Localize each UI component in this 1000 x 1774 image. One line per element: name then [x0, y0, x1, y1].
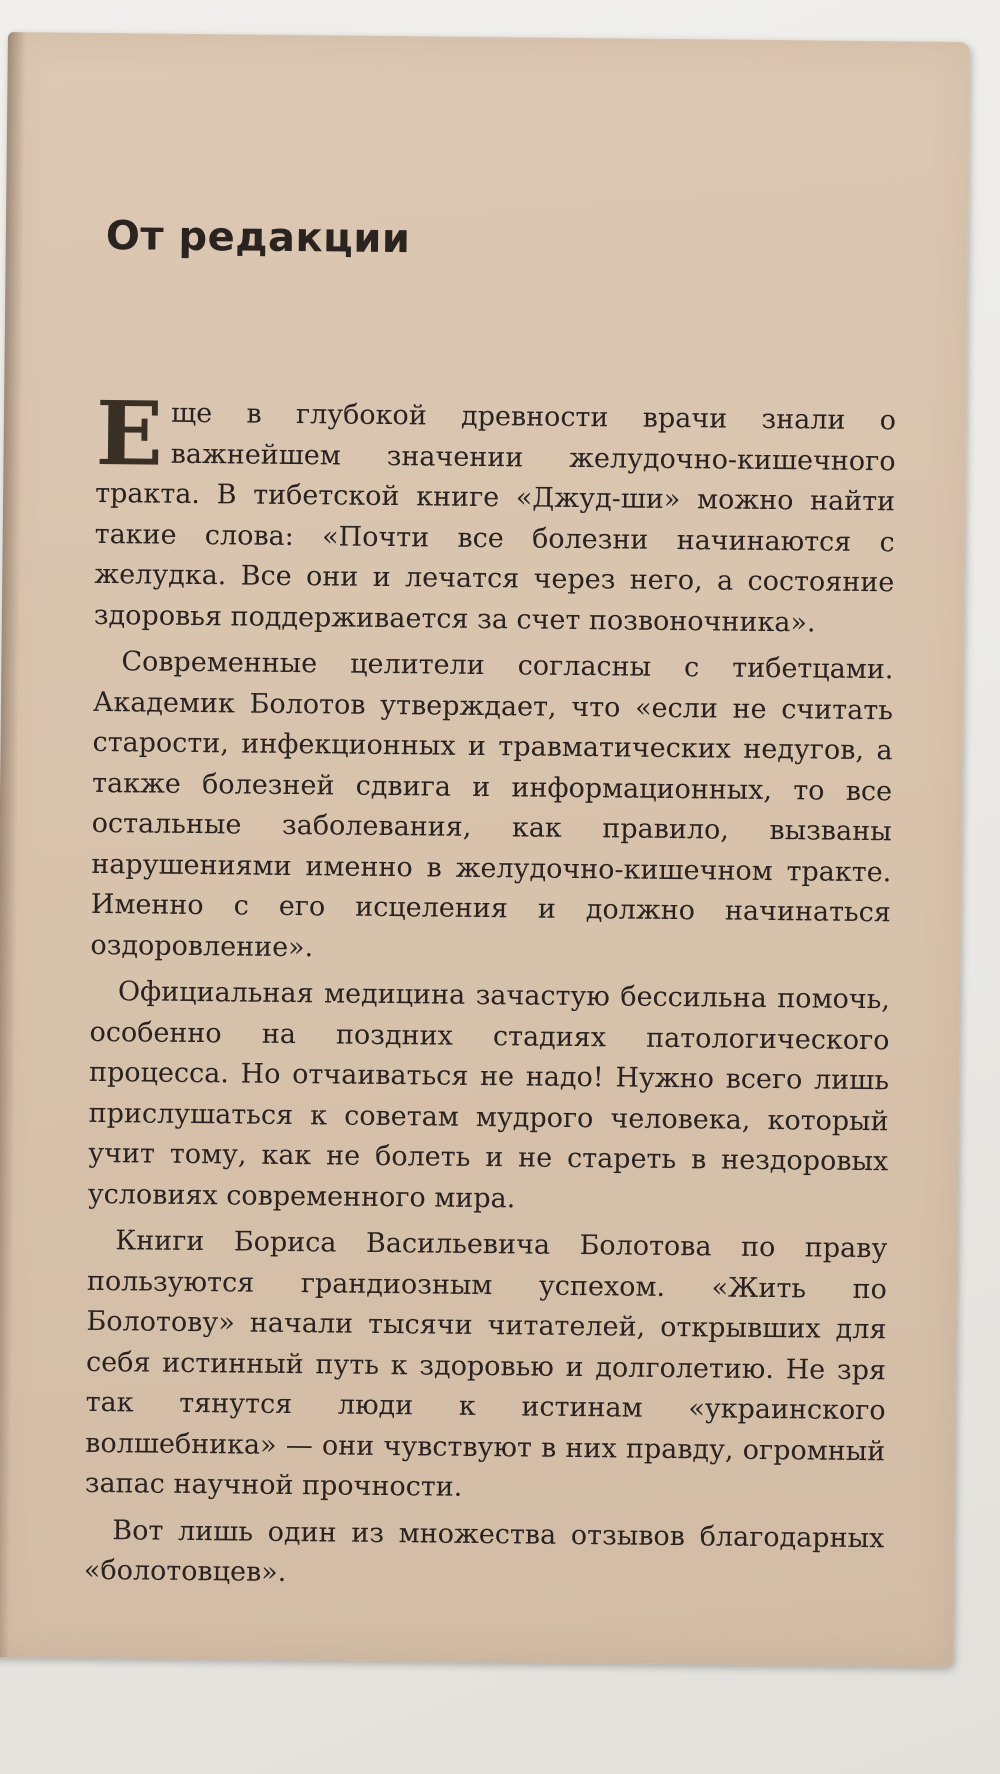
paragraph-2: Современные целители согласны с тибетцами. Академик Болотов утверждает, что «если не считать старости, инфекционных и травматических недугов, а также болезней сдвига и информационных, то все остальные заболевания, как правило, вызваны нарушениями именно в желудочно-кишечном тракте. Именно с его исцеления и должно начинаться оздоровление». [90, 646, 894, 963]
spine-shadow [0, 32, 26, 1657]
body-text [83, 380, 897, 1606]
paragraph-1 [93, 380, 897, 644]
drop-cap: Е [95, 380, 164, 486]
paragraph-3: Официальная медицина зачастую бессильна помочь, особенно на поздних стадиях патологического процесса. Но отчаиваться не надо! Нужно всего лишь прислушаться к советам мудрого человека, который учит тому, как не болеть и не стареть в нездоровых условиях современного мира. [87, 976, 891, 1214]
paragraph-1-text: ще в глубокой древности врачи знали о важнейшем значении желудочно-кишечного тракта. В тибетской книге «Джуд-ши» можно найти такие слова: «Почти все болезни начинаются с желудка. Все они и лечатся через него, а состояние здоровья поддерживается за счет позвоночника». [93, 397, 897, 638]
paragraph-5: Вот лишь один из множества отзывов благодарных «болотовцев». [83, 1514, 885, 1588]
paragraph-4: Книги Бориса Васильевича Болотова по праву пользуются грандиозным успехом. «Жить по Болотову» начали тысячи читателей, открывших для себя истинный путь к здоровью и долголетию. Не зря так тянутся люди к истинам «украинского волшебника» — они чувствуют в них правду, огромный запас научной прочности. [84, 1225, 888, 1503]
section-heading: От редакции [105, 213, 411, 263]
book-page [0, 32, 970, 1667]
